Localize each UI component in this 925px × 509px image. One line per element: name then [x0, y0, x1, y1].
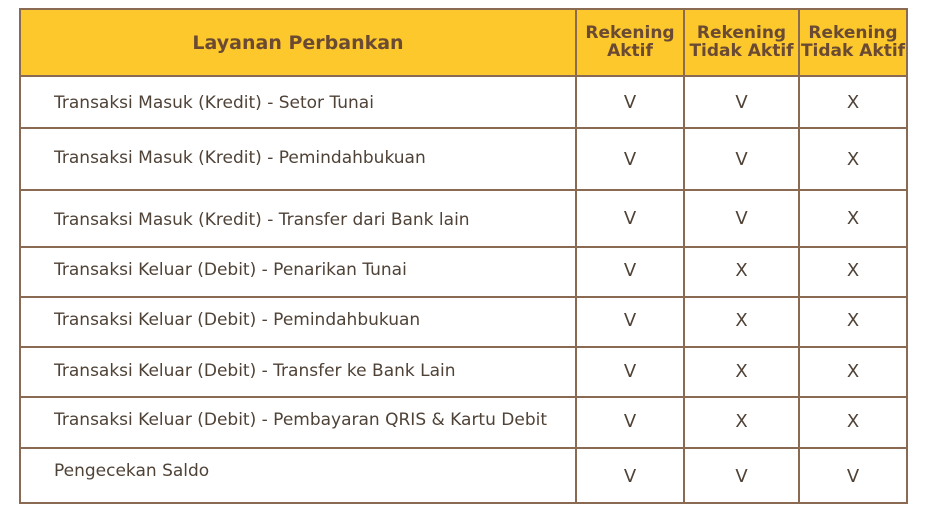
table-row: [20, 397, 907, 448]
active-status-cell: V: [576, 397, 684, 448]
inactive-status-cell: V: [684, 76, 799, 128]
service-name-cell: Transaksi Masuk (Kredit) - Transfer dari Bank lain: [20, 190, 576, 247]
inactive-status-cell: X: [684, 397, 799, 448]
service-name-cell: Transaksi Keluar (Debit) - Transfer ke Bank Lain: [20, 347, 576, 397]
service-name-cell: Pengecekan Saldo: [20, 448, 576, 503]
inactive-status-cell: V: [684, 190, 799, 247]
header-inactive-account-2: [799, 9, 907, 76]
header-active-account: [576, 9, 684, 76]
active-status-cell: V: [576, 76, 684, 128]
inactive-status-cell: V: [684, 448, 799, 503]
header-inactive-line1: Rekening: [696, 23, 787, 43]
inactive-2-status-cell: X: [799, 297, 907, 347]
active-status-cell: V: [576, 347, 684, 397]
inactive-status-cell: V: [684, 128, 799, 190]
header-banking-services: Layanan Perbankan: [20, 9, 576, 76]
header-active-line1: Rekening: [585, 23, 675, 43]
inactive-2-status-cell: X: [799, 76, 907, 128]
table-row: [20, 76, 907, 128]
inactive-2-status-cell: X: [799, 128, 907, 190]
inactive-2-status-cell: V: [799, 448, 907, 503]
table-row: [20, 448, 907, 503]
header-inactive-line2: Tidak Aktif: [689, 41, 794, 61]
active-status-cell: V: [576, 297, 684, 347]
inactive-2-status-cell: X: [799, 190, 907, 247]
header-inactive-2-line2: Tidak Aktif: [800, 41, 906, 61]
service-name-cell: Transaksi Keluar (Debit) - Pemindahbukuan: [20, 297, 576, 347]
inactive-status-cell: X: [684, 347, 799, 397]
inactive-status-cell: X: [684, 247, 799, 297]
active-status-cell: V: [576, 190, 684, 247]
service-name-cell: Transaksi Masuk (Kredit) - Setor Tunai: [20, 76, 576, 128]
inactive-2-status-cell: X: [799, 397, 907, 448]
table-row: [20, 347, 907, 397]
table-row: [20, 297, 907, 347]
header-active-line2: Aktif: [607, 41, 653, 61]
table-header: [20, 9, 907, 76]
inactive-2-status-cell: X: [799, 247, 907, 297]
inactive-2-status-cell: X: [799, 347, 907, 397]
active-status-cell: V: [576, 247, 684, 297]
service-name-cell: Transaksi Masuk (Kredit) - Pemindahbukuan: [20, 128, 576, 190]
table-row: [20, 190, 907, 247]
header-row: [20, 9, 907, 76]
service-name-cell: Transaksi Keluar (Debit) - Pembayaran QRIS & Kartu Debit: [20, 397, 576, 448]
table-row: [20, 247, 907, 297]
table-row: [20, 128, 907, 190]
inactive-status-cell: X: [684, 297, 799, 347]
active-status-cell: V: [576, 128, 684, 190]
banking-services-table: [19, 8, 908, 504]
table-body: [20, 76, 907, 503]
header-inactive-account: [684, 9, 799, 76]
service-name-cell: Transaksi Keluar (Debit) - Penarikan Tunai: [20, 247, 576, 297]
active-status-cell: V: [576, 448, 684, 503]
header-inactive-2-line1: Rekening: [808, 23, 898, 43]
